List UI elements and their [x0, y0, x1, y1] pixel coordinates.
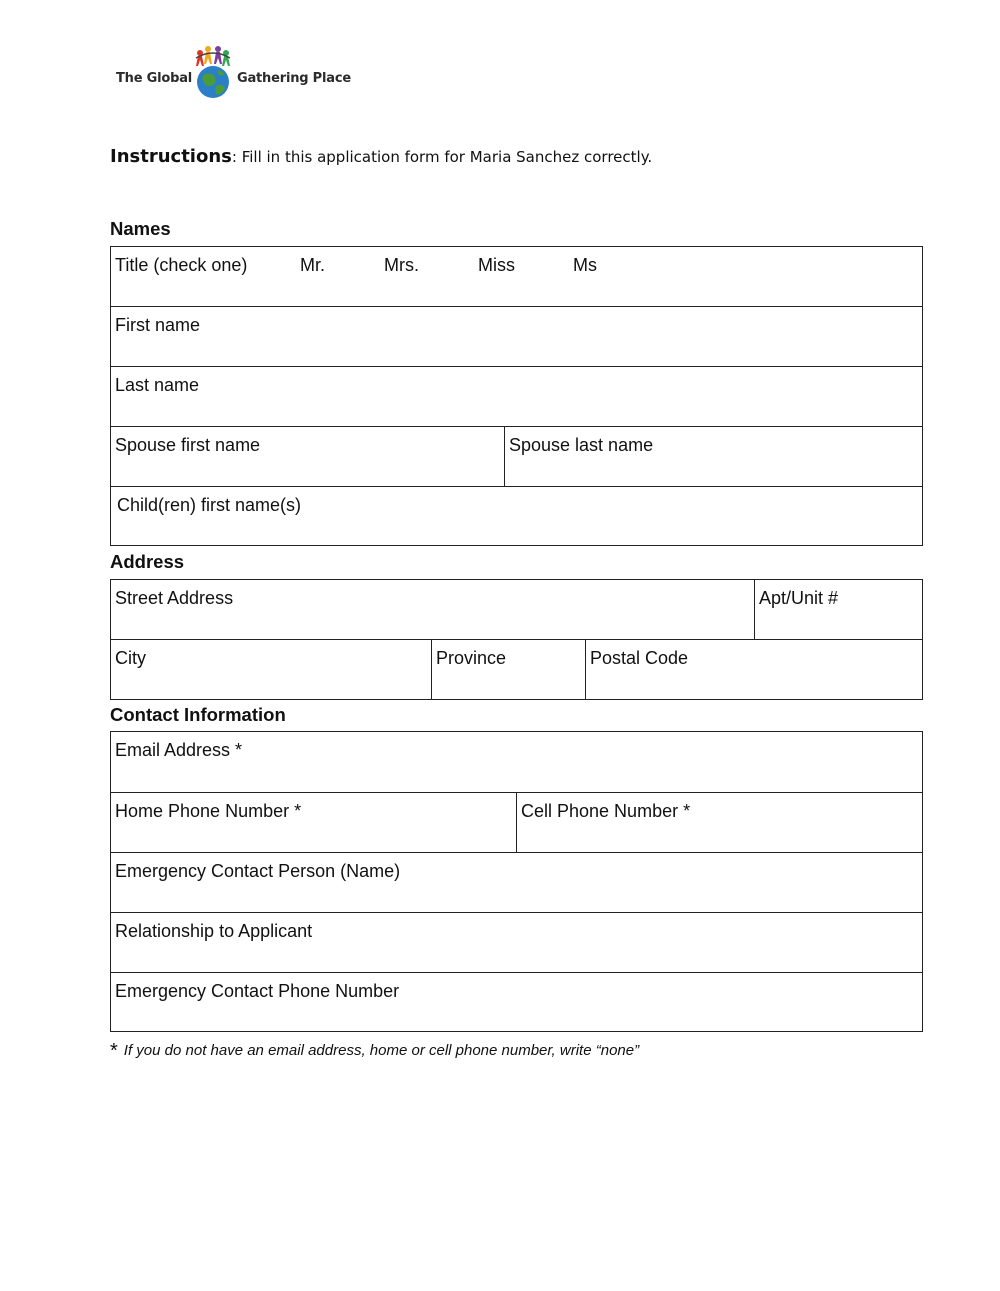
spouse-first-name-label: Spouse first name: [115, 435, 261, 455]
logo: [114, 44, 354, 100]
emergency-phone-field[interactable]: [111, 972, 922, 1031]
first-name-field[interactable]: [111, 306, 922, 367]
footnote: [110, 1040, 639, 1063]
home-phone-field[interactable]: [111, 793, 516, 853]
logo-text-right: Gathering Place: [237, 71, 351, 86]
last-name-label: Last name: [115, 375, 200, 395]
street-row: [111, 580, 922, 640]
footnote-star: *: [110, 1040, 118, 1062]
instructions-text: : Fill in this application form for Maria Sanchez correctly.: [231, 148, 653, 166]
street-address-label: Street Address: [115, 588, 234, 608]
title-label: Title (check one): [115, 255, 248, 275]
logo-text-left: The Global: [116, 71, 193, 86]
spouse-last-name-field[interactable]: [504, 427, 922, 487]
emergency-person-label: Emergency Contact Person (Name): [115, 861, 401, 881]
address-heading: Address: [110, 551, 185, 572]
instructions-lead: Instructions: [110, 146, 232, 167]
postal-code-label: Postal Code: [590, 648, 689, 668]
first-name-label: First name: [115, 315, 201, 335]
instructions: [110, 146, 652, 167]
email-label: Email Address *: [115, 740, 243, 760]
email-field[interactable]: [111, 732, 922, 793]
contact-table: [110, 731, 923, 1032]
children-names-field[interactable]: [111, 486, 922, 545]
footnote-text: If you do not have an email address, home or cell phone number, write “none”: [123, 1042, 640, 1059]
names-heading: Names: [110, 218, 171, 239]
address-table: [110, 579, 923, 700]
cell-phone-field[interactable]: [516, 793, 922, 853]
cell-phone-label: Cell Phone Number *: [521, 801, 691, 821]
city-row: [111, 639, 922, 699]
spouse-last-name-label: Spouse last name: [509, 435, 654, 455]
spouse-first-name-field[interactable]: [111, 427, 504, 487]
title-option-ms[interactable]: Ms: [573, 255, 597, 275]
apt-unit-field[interactable]: [754, 580, 922, 640]
title-option-mrs[interactable]: Mrs.: [384, 255, 419, 275]
title-row: [111, 247, 922, 307]
home-phone-label: Home Phone Number *: [115, 801, 302, 821]
children-names-label: Child(ren) first name(s): [117, 495, 302, 515]
title-option-miss[interactable]: Miss: [478, 255, 515, 275]
last-name-field[interactable]: [111, 366, 922, 427]
contact-heading: Contact Information: [110, 704, 286, 725]
province-field[interactable]: [431, 640, 585, 699]
phone-row: [111, 792, 922, 853]
city-field[interactable]: [111, 640, 431, 699]
emergency-person-field[interactable]: [111, 852, 922, 913]
globe-people-icon: [192, 44, 234, 100]
names-table: [110, 246, 923, 546]
street-address-field[interactable]: [111, 580, 754, 640]
province-label: Province: [436, 648, 507, 668]
spouse-row: [111, 426, 922, 487]
relationship-field[interactable]: [111, 912, 922, 973]
postal-code-field[interactable]: [585, 640, 922, 699]
relationship-label: Relationship to Applicant: [115, 921, 313, 941]
title-option-mr[interactable]: Mr.: [300, 255, 325, 275]
city-label: City: [115, 648, 146, 668]
apt-unit-label: Apt/Unit #: [759, 588, 839, 608]
emergency-phone-label: Emergency Contact Phone Number: [115, 981, 400, 1001]
